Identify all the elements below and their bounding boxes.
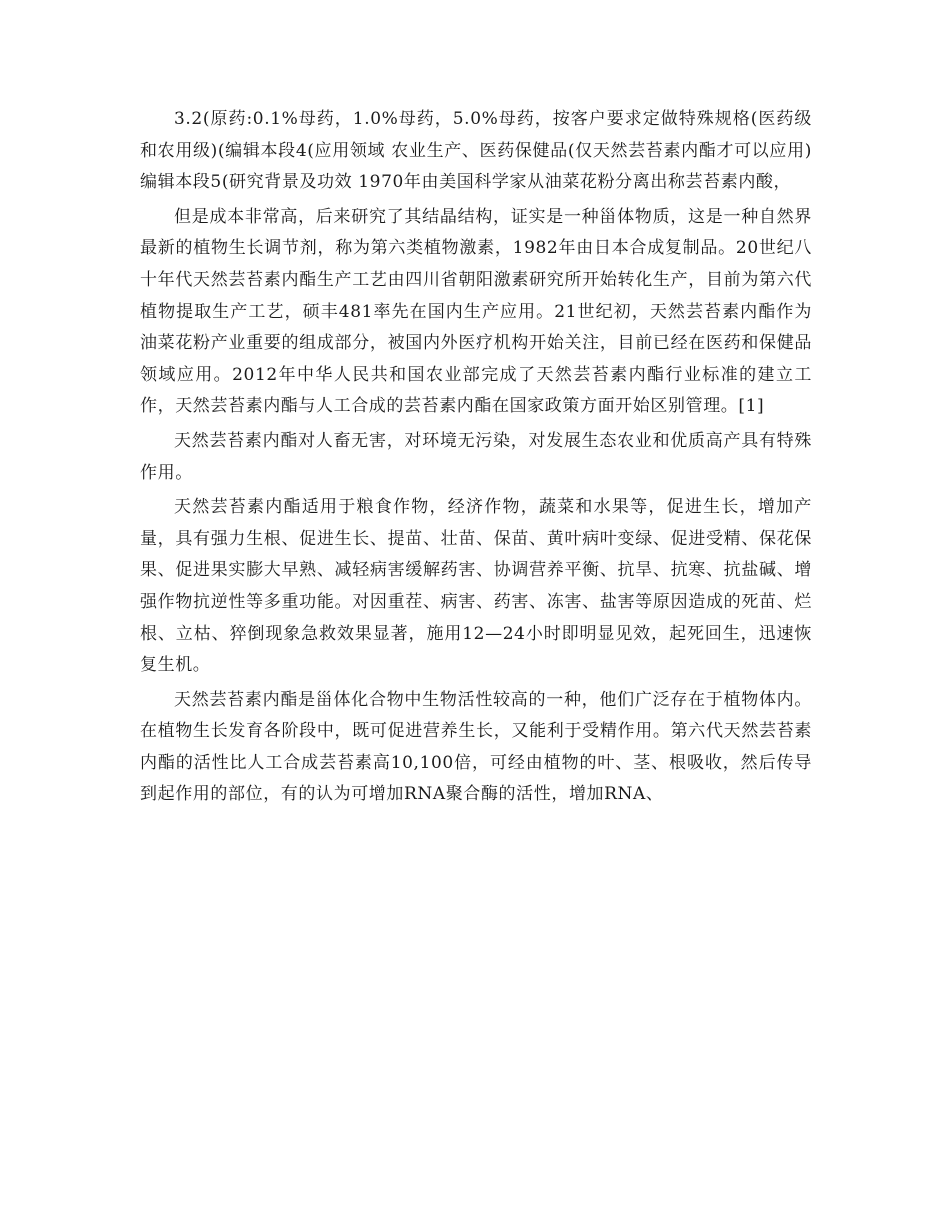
paragraph-safety: 天然芸苔素内酯对人畜无害，对环境无污染，对发展生态农业和优质高产具有特殊作用。 — [140, 430, 812, 483]
paragraph-applications: 天然芸苔素内酯适用于粮食作物，经济作物，蔬菜和水果等，促进生长，增加产量，具有强力生根、促进生长、提苗、壮苗、保苗、黄叶病叶变绿、促进受精、保花保果、促进果实膨大早熟、减轻病害缓解药害、协调营养平衡、抗旱、抗寒、抗盐碱、增强作物抗逆性等多重功能。对因重茬、病害、药害、冻害、盐害等原因造成的死苗、烂根、立枯、猝倒现象急救效果显著，施用12—24小时即明显见效，起死回生，迅速恢复生机。 — [140, 497, 812, 676]
document-page — [140, 104, 812, 811]
paragraph-mechanism: 天然芸苔素内酯是甾体化合物中生物活性较高的一种，他们广泛存在于植物体内。在植物生长发育各阶段中，既可促进营养生长，又能利于受精作用。第六代天然芸苔素内酯的活性比人工合成芸苔素高10,100倍，可经由植物的叶、茎、根吸收，然后传导到起作用的部位，有的认为可增加RNA聚合酶的活性，增加RNA、 — [140, 689, 812, 805]
paragraph-specifications: 3.2(原药:0.1%母药，1.0%母药，5.0%母药，按客户要求定做特殊规格(医药级和农用级)(编辑本段4(应用领域 农业生产、医药保健品(仅天然芸苔素内酯才可以应用)编辑本段5(研究背景及功效 1970年由美国科学家从油菜花粉分离出称芸苔素内酸， — [140, 109, 812, 193]
paragraph-research-background: 但是成本非常高，后来研究了其结晶结构，证实是一种甾体物质，这是一种自然界最新的植物生长调节剂，称为第六类植物激素，1982年由日本合成复制品。20世纪八十年代天然芸苔素内酯生产工艺由四川省朝阳激素研究所开始转化生产，目前为第六代植物提取生产工艺，硕丰481率先在国内生产应用。21世纪初，天然芸苔素内酯作为油菜花粉产业重要的组成部分，被国内外医疗机构开始关注，目前已经在医药和保健品领域应用。2012年中华人民共和国农业部完成了天然芸苔素内酯行业标准的建立工作，天然芸苔素内酯与人工合成的芸苔素内酯在国家政策方面开始区别管理。[1] — [140, 206, 812, 417]
